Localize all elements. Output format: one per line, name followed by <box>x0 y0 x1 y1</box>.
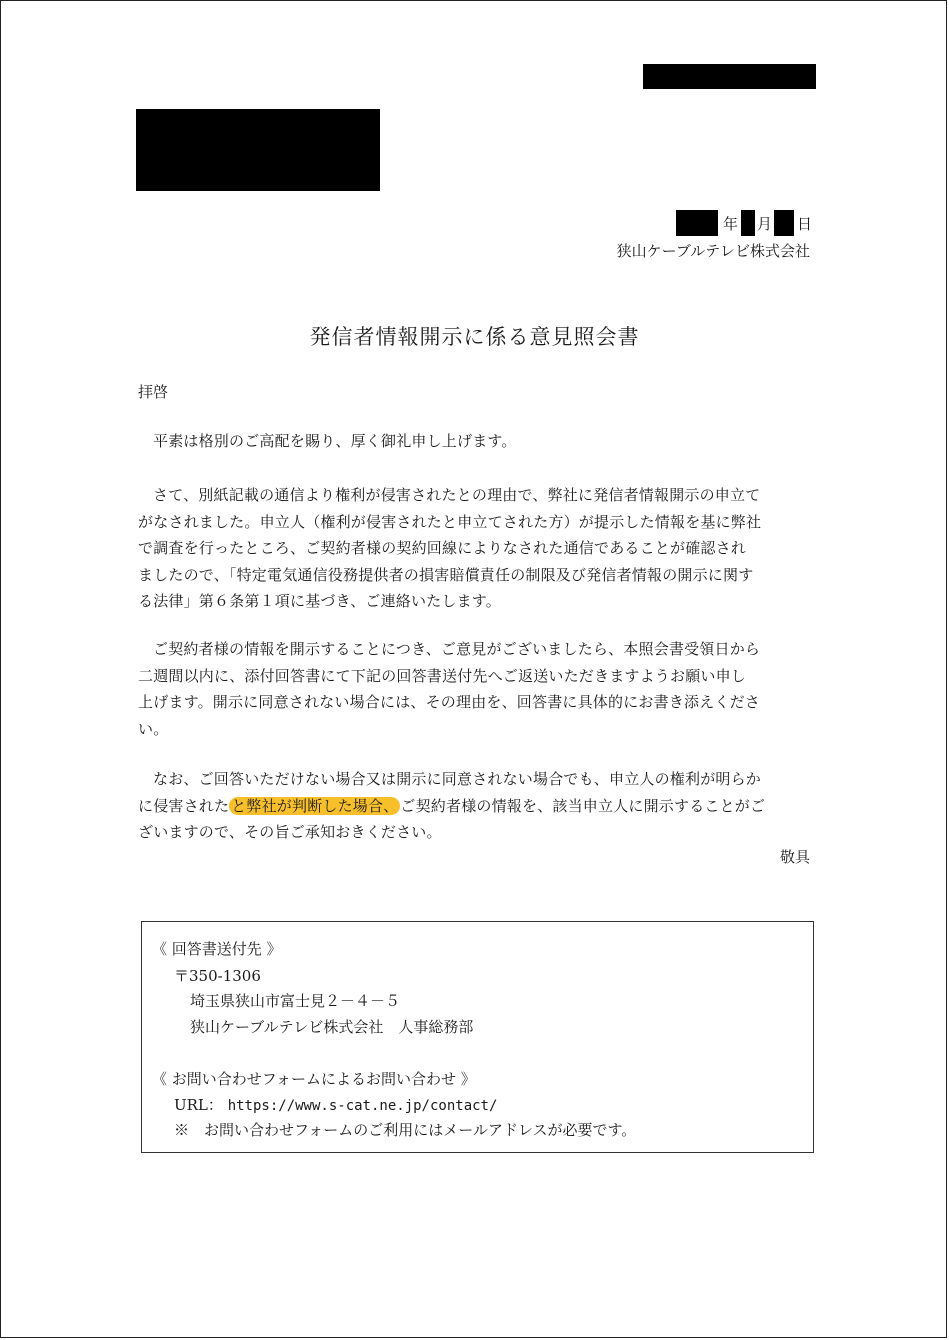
postal-code: 〒350-1306 <box>174 967 261 985</box>
redacted-recipient-id <box>643 64 816 89</box>
text-line: なお、ご回答いただけない場合又は開示に同意されない場合でも、申立人の権利が明らか <box>153 770 762 788</box>
text-segment: に侵害された <box>138 796 230 815</box>
text-line: い。 <box>138 719 169 738</box>
text-line: 二週間以内に、添付回答書にて下記の回答書送付先へご返送いただきますようお願い申し <box>138 666 747 685</box>
text-line: さて、別紙記載の通信より権利が侵害されたとの理由で、弊社に発信者情報開示の申立て <box>153 486 761 504</box>
closing: 敬具 <box>779 848 810 866</box>
text-line: で調査を行ったところ、ご契約者様の契約回線によりなされた通信であることが確認され <box>138 539 747 558</box>
paragraph-greeting <box>138 428 814 455</box>
paragraph-disclosure <box>138 766 814 846</box>
text-line: ご契約者様の情報を開示することにつき、ご意見がございましたら、本照会書受領日から <box>153 640 761 658</box>
text-line: 上げます。開示に同意されない場合には、その理由を、回答書に具体的にお書き添えくださ <box>138 693 761 712</box>
sender-company: 狭山ケーブルテレビ株式会社 <box>616 242 810 260</box>
department-name: 狭山ケーブルテレビ株式会社 人事総務部 <box>190 1018 474 1036</box>
contact-box <box>141 921 814 1153</box>
text-line: 平素は格別のご高配を賜り、厚く御礼申し上げます。 <box>153 432 517 450</box>
month-suffix: 月 <box>757 215 773 233</box>
reply-address-heading: 《 回答書送付先 》 <box>152 940 282 958</box>
year-suffix: 年 <box>723 215 739 233</box>
highlighted-text: と弊社が判断した場合、 <box>231 796 399 815</box>
url-label: URL： <box>174 1096 223 1114</box>
paragraph-request <box>138 636 814 742</box>
redacted-recipient-name <box>136 109 380 191</box>
paragraph-notice <box>138 482 814 615</box>
text-line: る法律」第６条第１項に基づき、ご連絡いたします。 <box>138 592 502 611</box>
redacted-day <box>774 210 794 236</box>
text-line: ましたので、「特定電気通信役務提供者の損害賠償責任の制限及び発信者情報の開示に関す <box>138 565 754 584</box>
document-title: 発信者情報開示に係る意見照会書 <box>309 325 640 349</box>
text-line: ざいますので、その旨ご承知おきください。 <box>138 823 442 842</box>
text-segment: ご契約者様の情報を、該当申立人に開示することがご <box>400 796 766 815</box>
contact-url-row <box>174 1094 497 1115</box>
salutation: 拝啓 <box>138 383 169 401</box>
contact-form-heading: 《 お問い合わせフォームによるお問い合わせ 》 <box>152 1070 476 1088</box>
email-requirement-note: ※ お問い合わせフォームのご利用にはメールアドレスが必要です。 <box>174 1121 637 1139</box>
text-line <box>138 793 814 820</box>
redacted-month <box>741 210 755 236</box>
mailing-address: 埼玉県狭山市富士見２－４－５ <box>190 992 401 1010</box>
day-suffix: 日 <box>797 215 813 233</box>
contact-url-link[interactable]: https://www.s-cat.ne.jp/contact/ <box>227 1098 498 1114</box>
text-line: がなされました。申立人（権利が侵害されたと申立てされた方）が提示した情報を基に弊社 <box>138 512 762 531</box>
redacted-year <box>676 210 718 236</box>
